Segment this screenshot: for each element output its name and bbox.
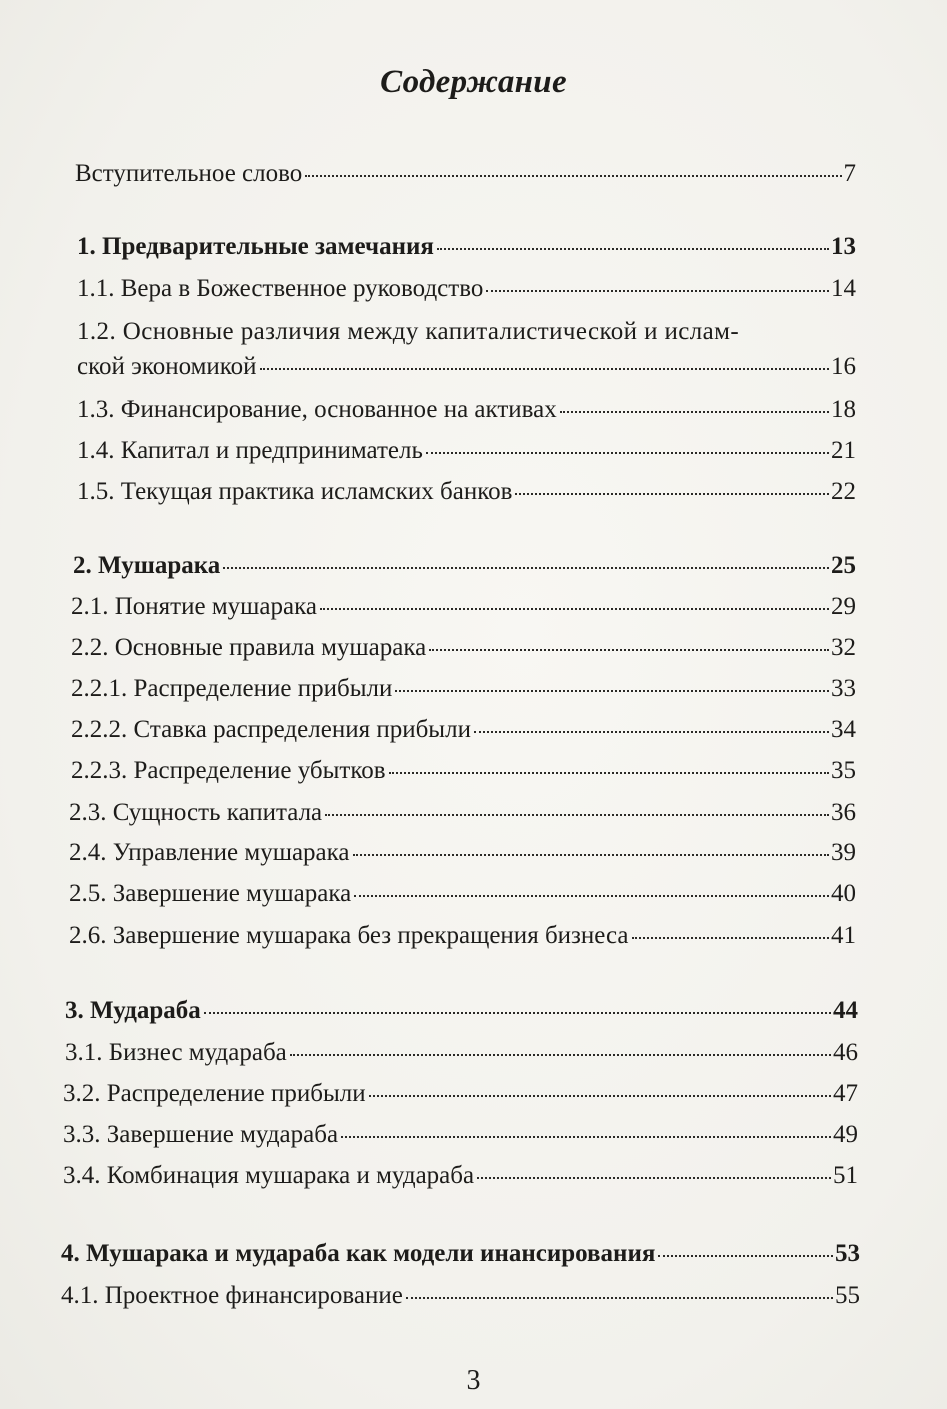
toc-entry-2-5[interactable] [69,878,856,910]
toc-entry-label: 2.2.1. Распределение прибыли [71,675,393,702]
toc-page-number: 55 [835,1282,860,1309]
toc-entry-2-2-3[interactable] [71,755,856,787]
dot-leader [320,608,829,610]
toc-entry-label: 1.1. Вера в Божественное руководство [77,275,484,302]
toc-page-number: 53 [835,1240,860,1267]
toc-entry-3-4[interactable] [63,1160,858,1192]
toc-chapter-2[interactable] [73,550,856,582]
toc-page-number: 49 [833,1121,858,1148]
toc-entry-label: Вступительное слово [75,160,303,187]
toc-page-number: 35 [831,757,856,784]
dot-leader [223,567,829,569]
toc-page-number: 39 [831,839,856,866]
toc-page-number: 44 [833,997,858,1024]
toc-entry-label: 1.4. Капитал и предприниматель [77,437,423,464]
toc-entry-2-2-2[interactable] [71,714,856,746]
toc-entry-label: 1. Предварительные замечания [77,233,434,260]
toc-entry-label: 2.2.2. Ставка распределения прибыли [71,716,471,743]
toc-page-number: 13 [831,233,856,260]
dot-leader [354,895,829,897]
dot-leader [290,1054,831,1056]
toc-entry-label: 3.2. Распределение прибыли [63,1080,366,1107]
dot-leader [369,1095,831,1097]
toc-entry-1-2[interactable] [77,351,856,383]
dot-leader [406,1297,833,1299]
toc-entry-2-2[interactable] [71,632,856,664]
toc-entry-label: 4. Мушарака и мудараба как модели инансирования [61,1240,656,1267]
toc-entry-1-5[interactable] [77,476,856,508]
dot-leader [341,1136,831,1138]
toc-entry-2-6[interactable] [69,920,856,952]
toc-page-number: 34 [831,716,856,743]
toc-entry-label: 2.2.3. Распределение убытков [71,757,386,784]
toc-entry-label: 3.3. Завершение мудараба [63,1121,339,1148]
toc-page-number: 22 [831,478,856,505]
toc-entry-label: 1.5. Текущая практика исламских банков [77,478,513,505]
toc-chapter-3[interactable] [65,995,858,1027]
toc-entry-4-1[interactable] [61,1280,860,1312]
toc-entry-1-3[interactable] [77,394,856,426]
dot-leader [305,175,841,177]
toc-chapter-1[interactable] [77,231,856,263]
toc-entry-1-2-line1[interactable]: 1.2. Основные различия между капиталистической и ислам- [77,318,740,345]
toc-entry-label: 3. Мудараба [65,997,201,1024]
toc-page-number: 47 [833,1080,858,1107]
toc-entry-3-1[interactable] [65,1037,858,1069]
toc-page-number: 25 [831,552,856,579]
toc-entry-3-2[interactable] [63,1078,858,1110]
toc-entry-label: 1.3. Финансирование, основанное на активах [77,396,557,423]
toc-entry-label: 2.1. Понятие мушарака [71,593,317,620]
page-title: Содержание [380,64,567,100]
toc-entry-3-3[interactable] [63,1119,858,1151]
dot-leader [477,1177,831,1179]
toc-entry-label: 3.4. Комбинация мушарака и мудараба [63,1162,475,1189]
dot-leader [486,290,829,292]
toc-page-number: 7 [843,160,856,187]
toc-page-number: 36 [831,799,856,826]
page-folio-number: 3 [466,1365,481,1396]
dot-leader [474,731,829,733]
dot-leader [353,854,829,856]
dot-leader [325,814,829,816]
dot-leader [426,452,829,454]
toc-page-number: 29 [831,593,856,620]
toc-entry-2-4[interactable] [69,837,856,869]
dot-leader [658,1255,833,1257]
toc-page-number: 41 [831,922,856,949]
dot-leader [560,411,829,413]
dot-leader [429,649,829,651]
dot-leader [515,493,829,495]
toc-entry-label: 2.3. Сущность капитала [69,799,323,826]
toc-entry-label: 2.2. Основные правила мушарака [71,634,427,661]
toc-page-number: 14 [831,275,856,302]
toc-entry-label: 4.1. Проектное финансирование [61,1282,403,1309]
dot-leader [204,1012,831,1014]
toc-entry-2-3[interactable] [69,797,856,829]
toc-page-number: 18 [831,396,856,423]
toc-entry-label: 2. Мушарака [73,552,221,579]
toc-entry-1-4[interactable] [77,435,856,467]
toc-entry-2-1[interactable] [71,591,856,623]
dot-leader [437,248,829,250]
dot-leader [389,772,829,774]
dot-leader [395,690,829,692]
toc-entry-intro[interactable] [75,158,856,190]
toc-entry-label: 2.6. Завершение мушарака без прекращения бизнеса [69,922,629,949]
dot-leader [632,937,829,939]
toc-entry-1-1[interactable] [77,273,856,305]
toc-entry-label: 3.1. Бизнес мудараба [65,1039,287,1066]
toc-entry-label: ской экономикой [77,353,257,380]
toc-entry-label: 2.5. Завершение мушарака [69,880,352,907]
toc-page-number: 16 [831,353,856,380]
toc-page-number: 21 [831,437,856,464]
toc-page-number: 40 [831,880,856,907]
toc-entry-label: 2.4. Управление мушарака [69,839,350,866]
toc-page-number: 46 [833,1039,858,1066]
dot-leader [260,368,829,370]
toc-entry-2-2-1[interactable] [71,673,856,705]
toc-page-number: 33 [831,675,856,702]
toc-page-number: 51 [833,1162,858,1189]
toc-chapter-4[interactable] [61,1238,860,1270]
toc-page-number: 32 [831,634,856,661]
